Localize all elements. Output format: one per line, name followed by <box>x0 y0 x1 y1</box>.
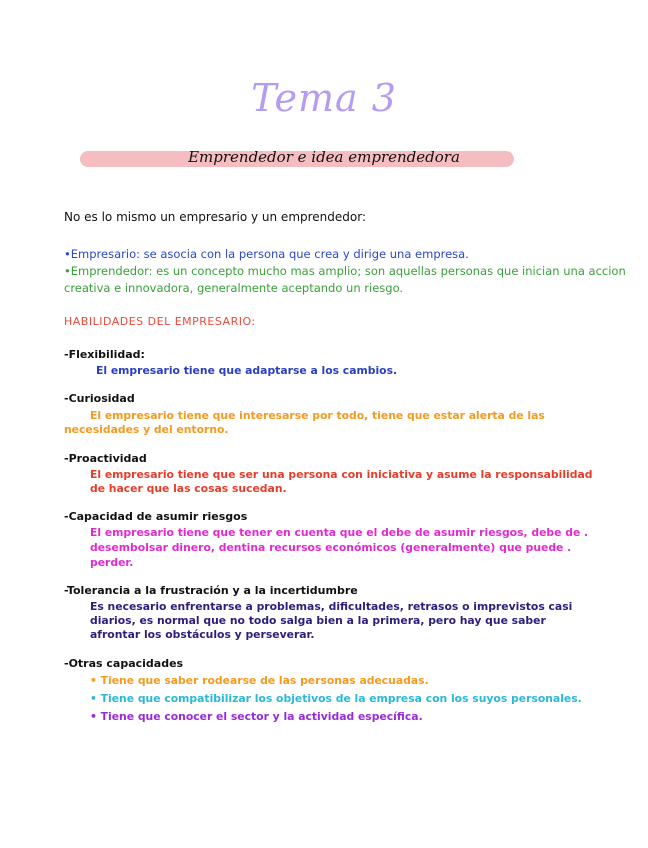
skill-text-riesgos-3: perder. <box>90 556 134 569</box>
bullet-dot-icon: • <box>90 674 97 687</box>
bullet-text: Tiene que saber rodearse de las personas adecuadas. <box>100 674 429 687</box>
bullet-item <box>90 674 429 687</box>
bullet-dot-icon: • <box>90 710 97 723</box>
bullet-text: Tiene que compatibilizar los objetivos de la empresa con los suyos personales. <box>100 692 582 705</box>
page-title: Tema 3 <box>251 76 397 120</box>
skill-text-tolerancia-2: diarios, es normal que no todo salga bien a la primera, pero hay que saber <box>90 614 546 627</box>
definition-emprendedor-line2: creativa e innovadora, generalmente aceptando un riesgo. <box>64 281 404 295</box>
skill-text-tolerancia-3: afrontar los obstáculos y perseverar. <box>90 628 315 641</box>
skill-text-tolerancia-1: Es necesario enfrentarse a problemas, dificultades, retrasos o imprevistos casi <box>90 600 573 613</box>
definition-emprendedor-line1: •Emprendedor: es un concepto mucho mas amplio; son aquellas personas que inician una accion <box>64 264 626 278</box>
skill-text-curiosidad-1: El empresario tiene que interesarse por todo, tiene que estar alerta de las <box>90 409 545 422</box>
skill-text-flexibilidad: El empresario tiene que adaptarse a los cambios. <box>96 364 398 377</box>
bullet-item <box>90 710 423 723</box>
intro-text: No es lo mismo un empresario y un emprendedor: <box>64 210 367 224</box>
skill-title-flexibilidad: -Flexibilidad: <box>64 348 145 361</box>
definition-empresario: •Empresario: se asocia con la persona que crea y dirige una empresa. <box>64 247 469 261</box>
section-heading: HABILIDADES DEL EMPRESARIO: <box>64 315 256 328</box>
skill-title-riesgos: -Capacidad de asumir riesgos <box>64 510 248 523</box>
page-subtitle: Emprendedor e idea emprendedora <box>188 148 460 166</box>
skill-text-proactividad-2: de hacer que las cosas sucedan. <box>90 482 287 495</box>
skill-text-riesgos-1: El empresario tiene que tener en cuenta que el debe de asumir riesgos, debe de . <box>90 526 589 539</box>
skill-title-curiosidad: -Curiosidad <box>64 392 135 405</box>
skill-text-curiosidad-2: necesidades y del entorno. <box>64 423 229 436</box>
skill-title-otras: -Otras capacidades <box>64 657 184 670</box>
bullet-item <box>90 692 582 705</box>
skill-text-riesgos-2: desembolsar dinero, dentina recursos económicos (generalmente) que puede . <box>90 541 572 554</box>
skill-text-proactividad-1: El empresario tiene que ser una persona con iniciativa y asume la responsabilidad <box>90 468 593 481</box>
bullet-text: Tiene que conocer el sector y la actividad específica. <box>100 710 423 723</box>
skill-title-tolerancia: -Tolerancia a la frustración y a la incertidumbre <box>64 584 358 597</box>
skill-title-proactividad: -Proactividad <box>64 452 147 465</box>
bullet-dot-icon: • <box>90 692 97 705</box>
